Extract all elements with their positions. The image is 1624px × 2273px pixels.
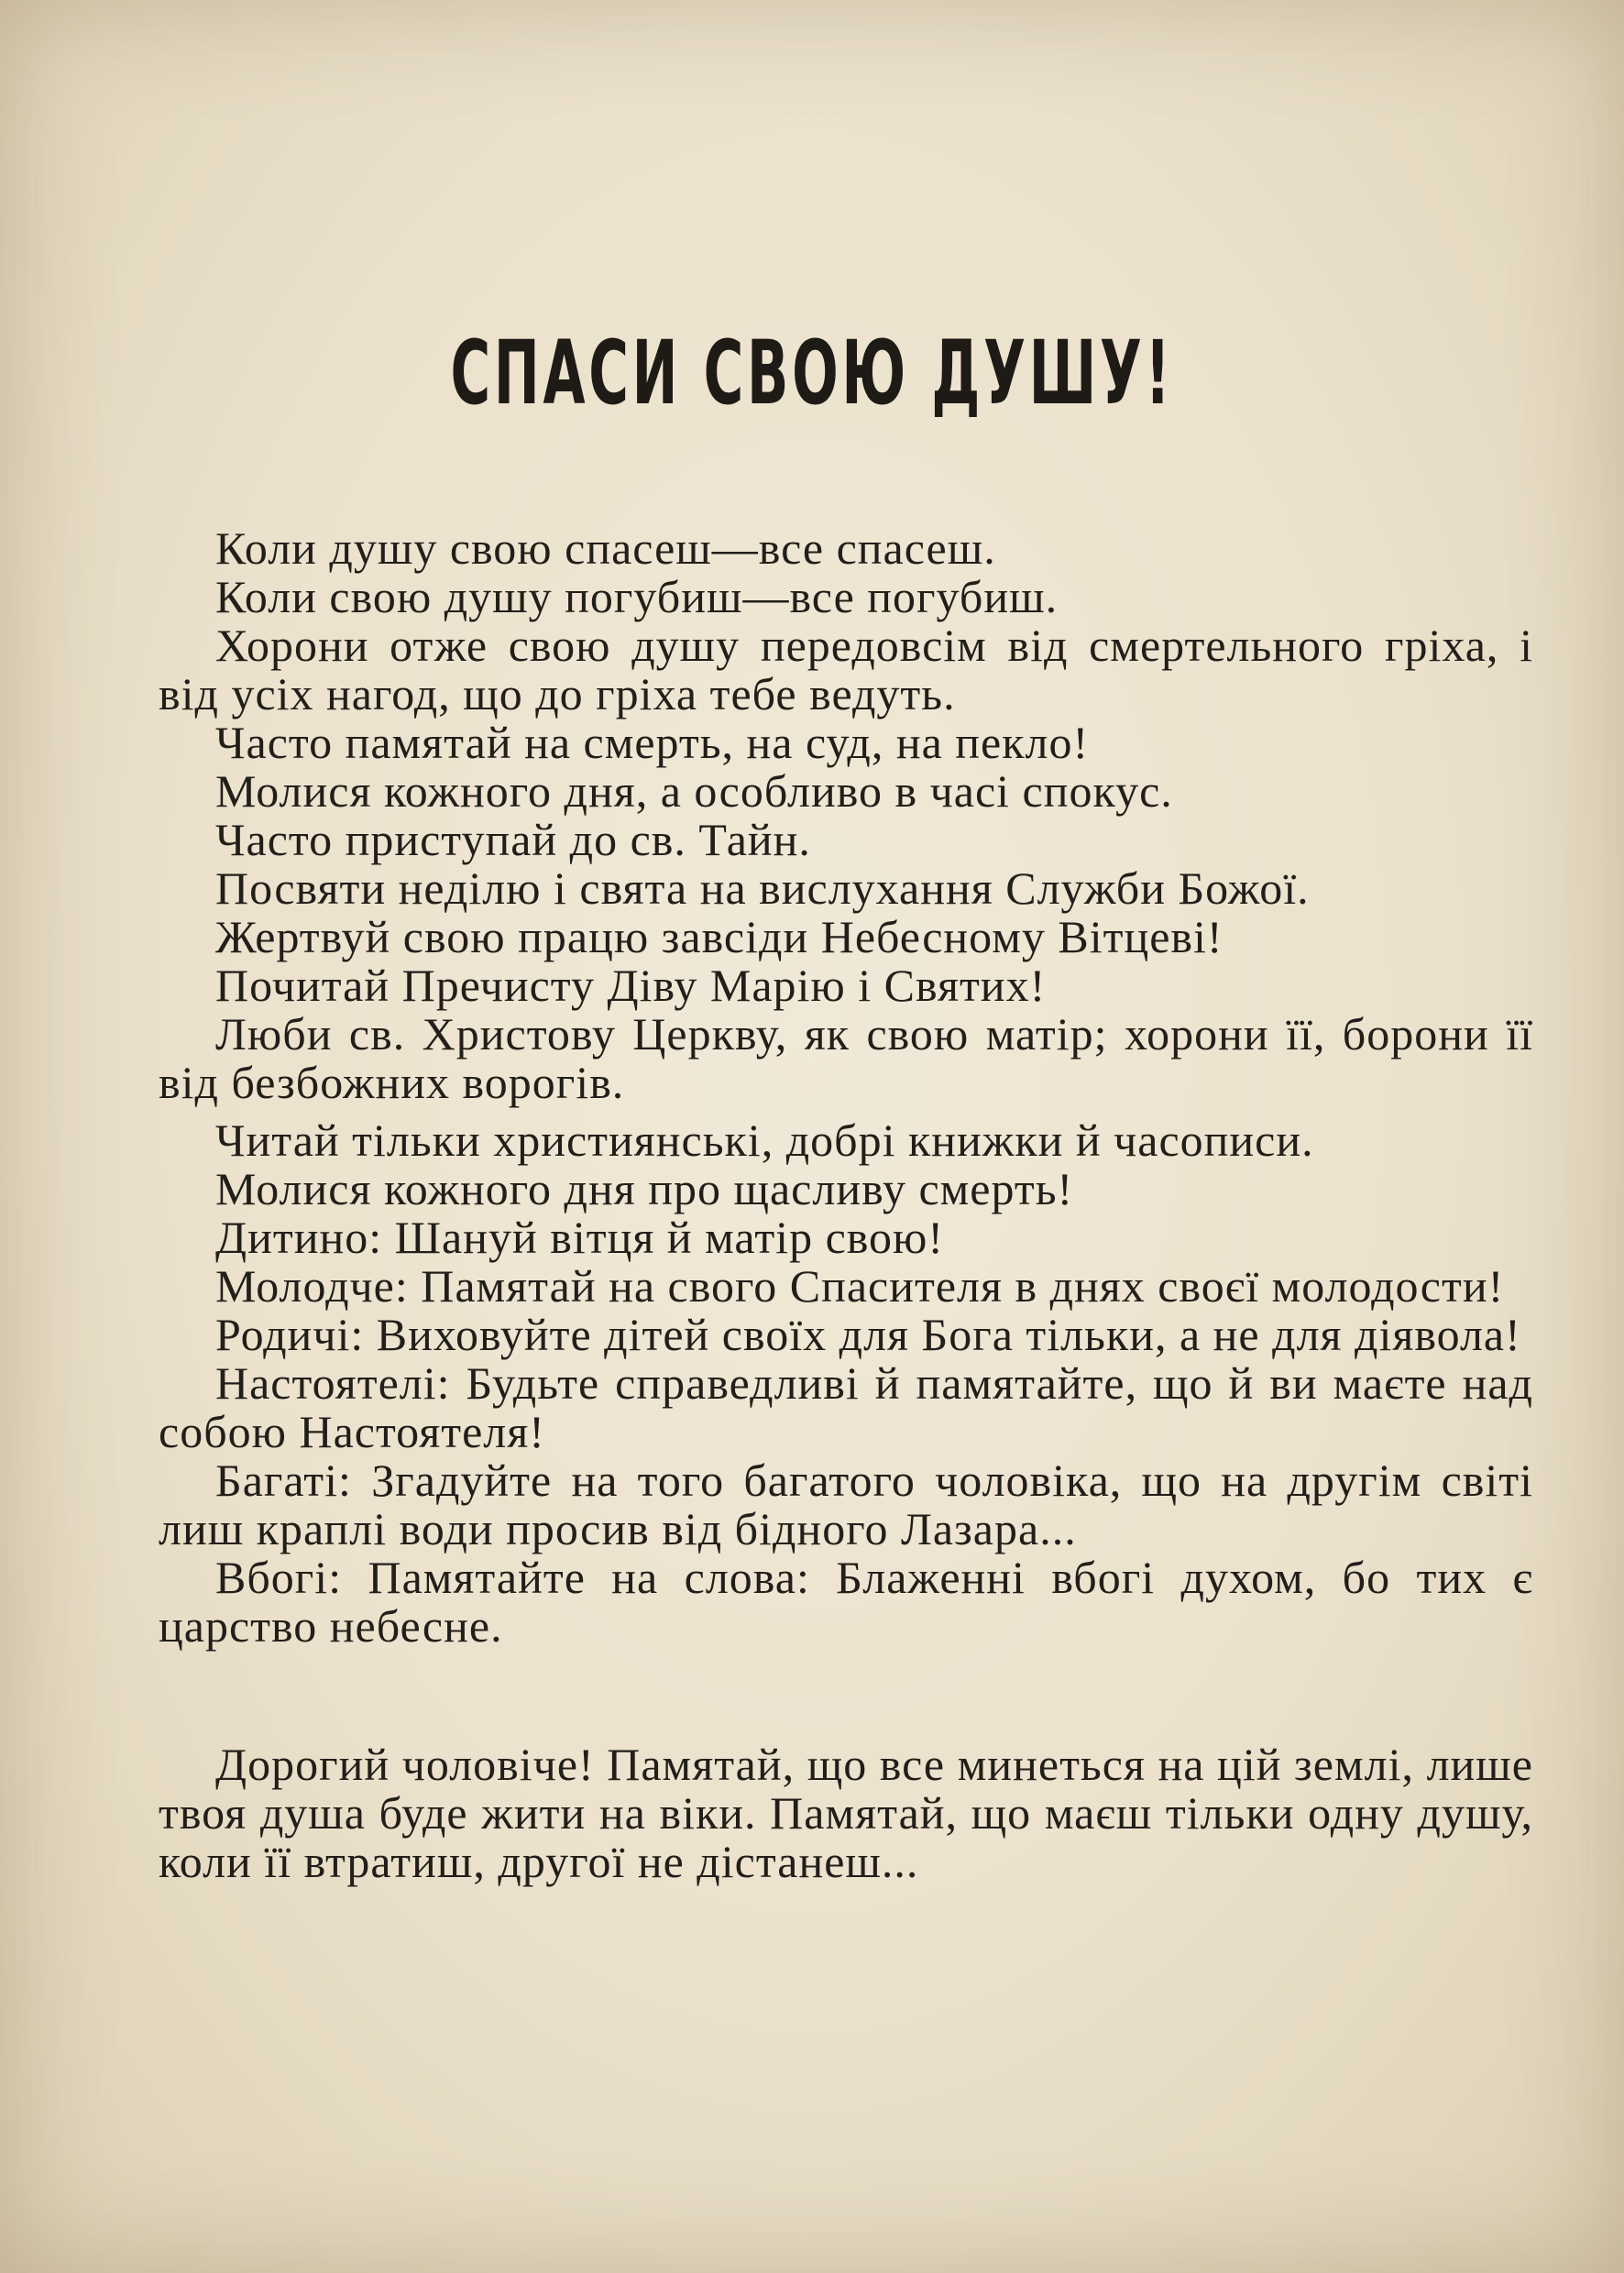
paragraph-10: Люби св. Христову Церкву, як свою матір; хорони її, борони її від безбожних ворогів. [159,1008,1533,1108]
paragraph-4: Часто памятай на смерть, на суд, на пекло! [215,717,1090,768]
paragraph-13: Дитино: Шануй вітця й матір свою! [215,1212,945,1263]
paragraph-12: Молися кожного дня про щасливу смерть! [215,1163,1074,1214]
text-body [159,524,1533,1886]
paragraph-16: Настоятелі: Будьте справедливі й памятайте, що й ви маєте над собою Настоятеля! [159,1357,1533,1457]
paragraph-3: Хорони отже свою душу передовсім від смертельного гріха, і від усіх нагод, що до гріха тебе ведуть. [159,620,1533,719]
page-title: СПАСИ СВОЮ ДУШУ! [450,322,1174,424]
paragraph-6: Часто приступай до св. Тайн. [215,814,811,865]
paragraph-19: Дорогий чоловіче! Памятай, що все минеться на цій землі, лише твоя душа буде жити на віки. Памятай, що маєш тільки одну душу, коли її втратиш, другої не дістанеш... [159,1739,1533,1887]
paragraph-8: Жертвуй свою працю завсіди Небесному Вітцеві! [215,911,1223,962]
paragraph-1: Коли душу свою спасеш—все спасеш. [215,522,996,574]
paragraph-15: Родичі: Виховуйте дітей своїх для Бога тільки, а не для діявола! [215,1309,1521,1360]
paragraph-14: Молодче: Памятай на свого Спасителя в днях своєї молодости! [215,1260,1505,1312]
paragraph-11: Читай тільки християнські, добрі книжки й часописи. [215,1115,1314,1166]
paragraph-2: Коли свою душу погубиш—все погубиш. [215,571,1059,622]
paragraph-7: Посвяти неділю і свята на вислухання Служби Божої. [215,862,1310,914]
paragraph-9: Почитай Пречисту Діву Марію і Святих! [215,960,1047,1011]
paragraph-17: Багаті: Згадуйте на того багатого чоловіка, що на другім світі лиш краплі води просив від бідного Лазара... [159,1455,1533,1554]
paragraph-18: Вбогі: Памятайте на слова: Блаженні вбогі духом, бо тих є царство небесне. [159,1552,1533,1652]
paragraph-5: Молися кожного дня, а особливо в часі спокус. [215,765,1173,817]
